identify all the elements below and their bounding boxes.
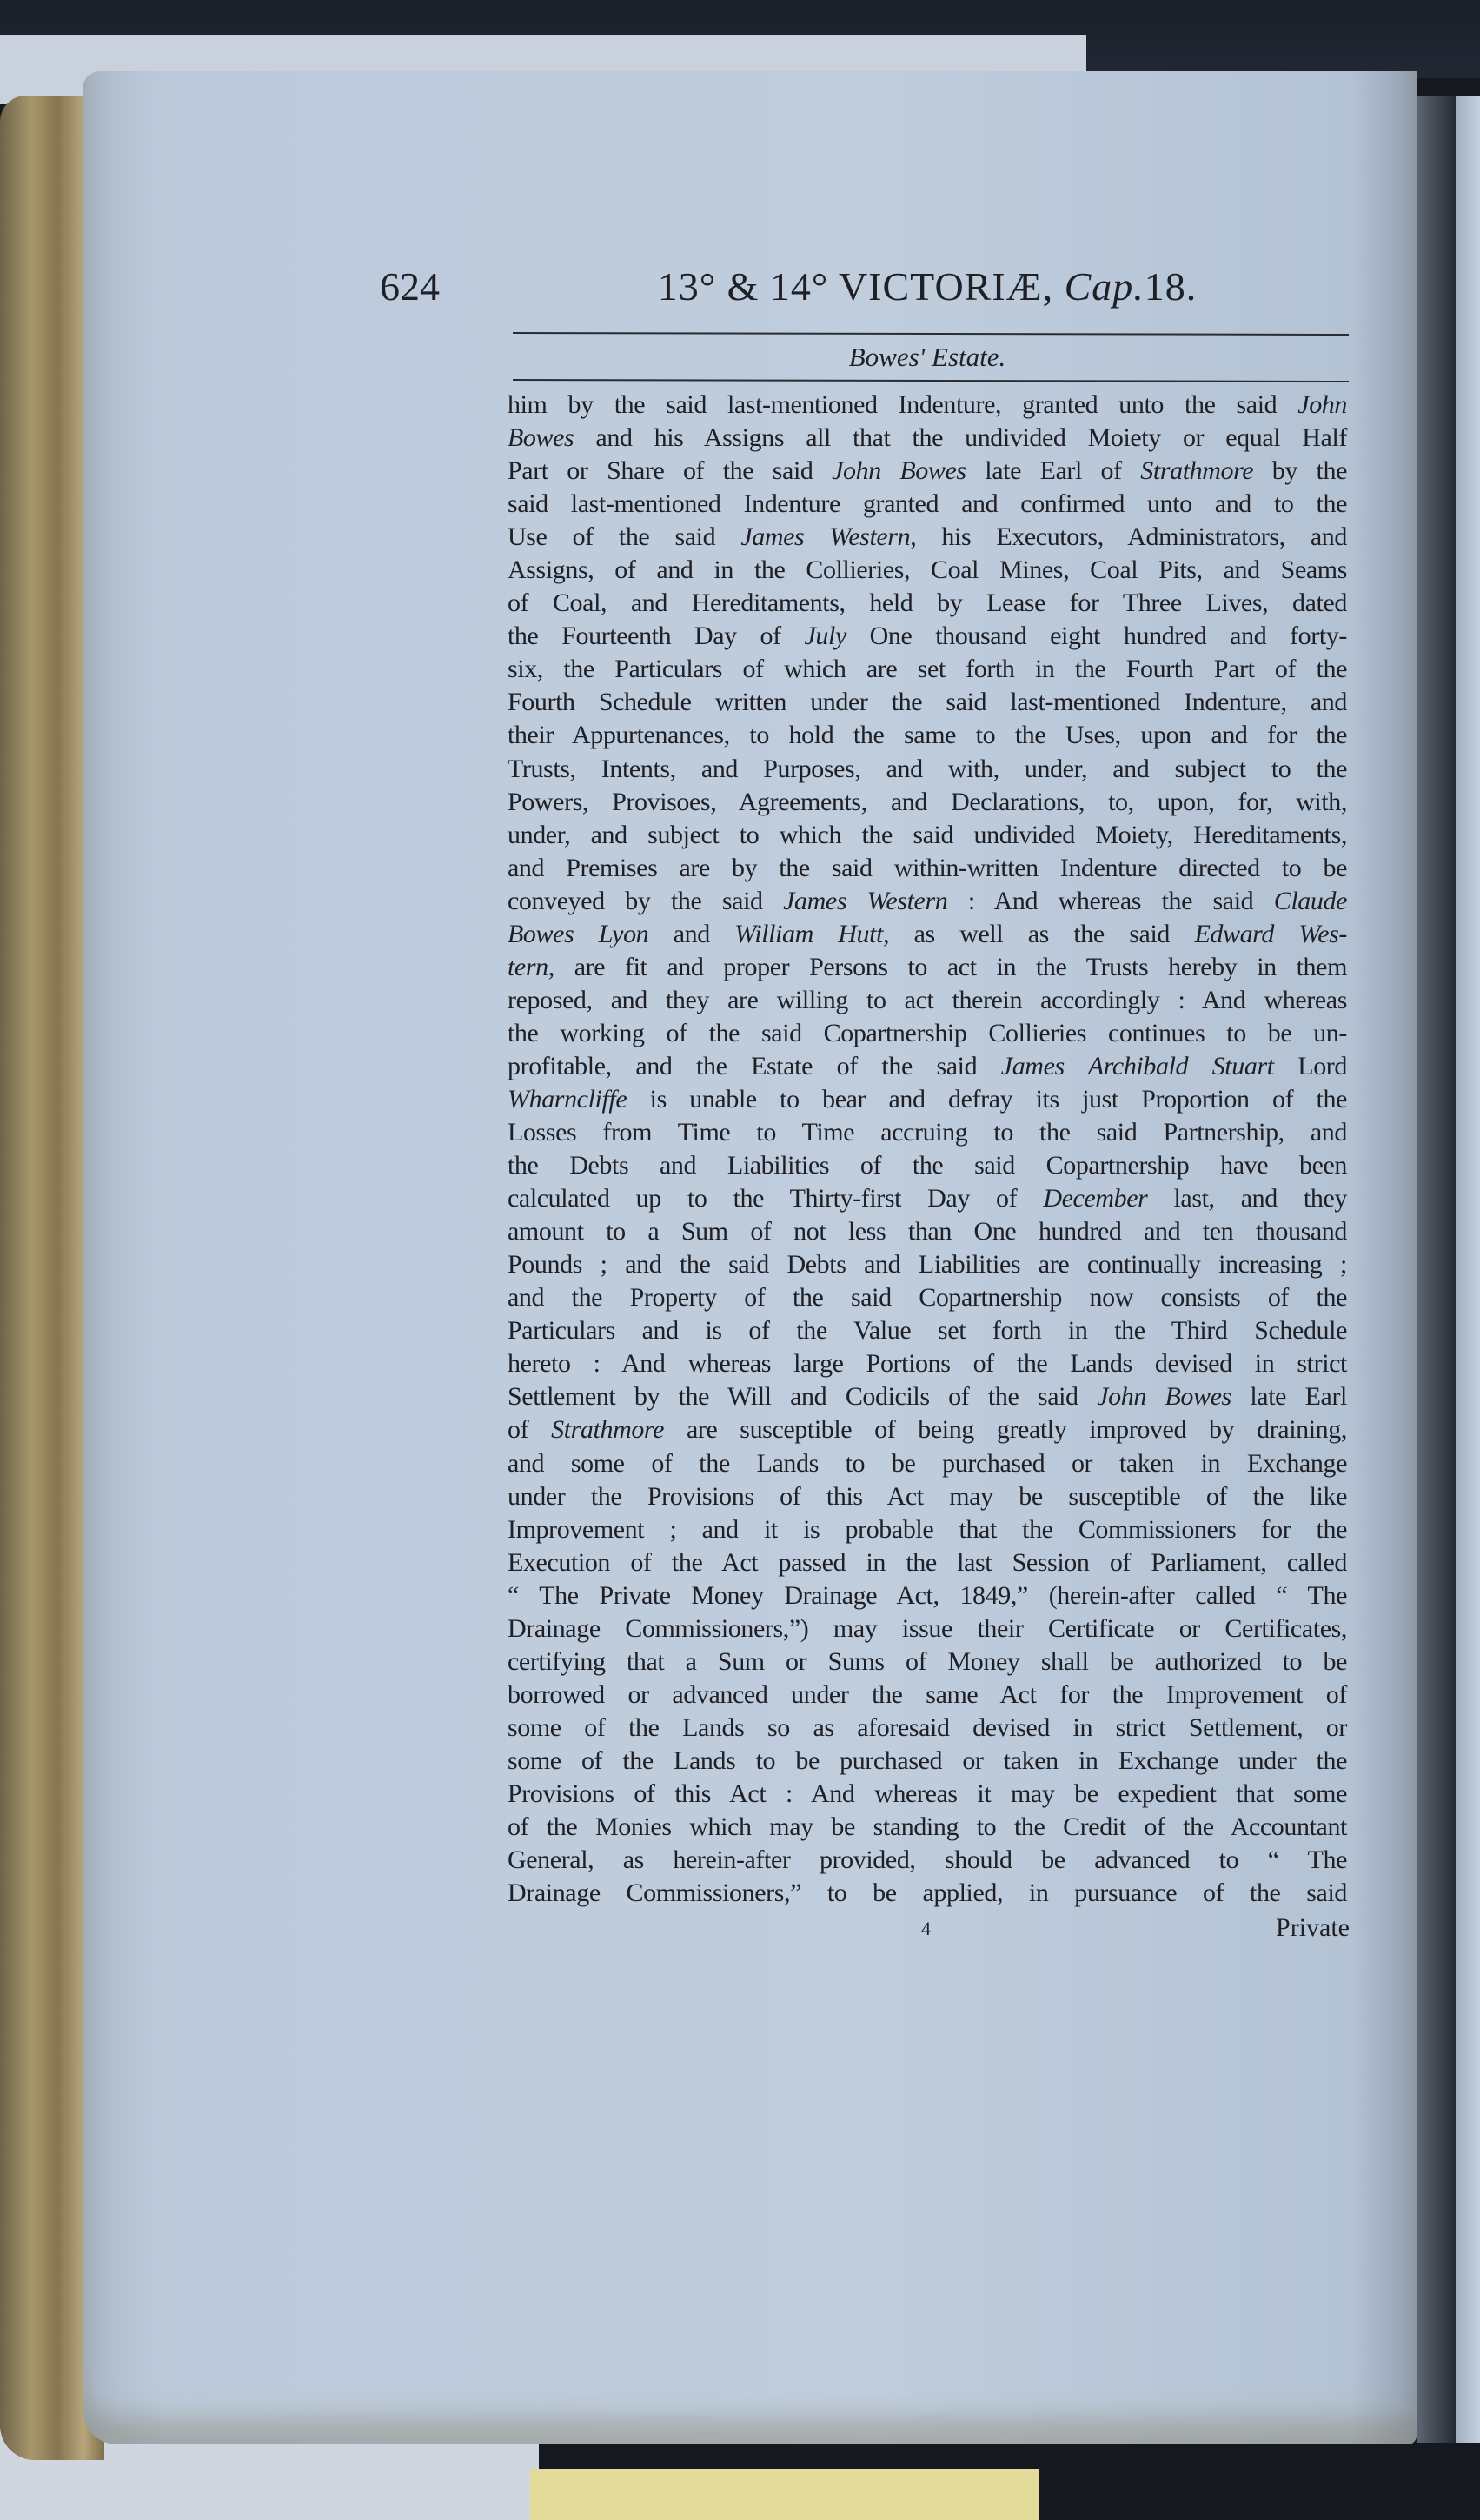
- text-run: and the Property of the said Copartnership now consists of the: [508, 1283, 1347, 1313]
- text-run: of the Monies which may be standing to the Credit of the Accountant: [508, 1812, 1347, 1842]
- text-line: [508, 1811, 1347, 1844]
- text-run: , are fit and proper Persons to act in the Trusts hereby in them: [548, 952, 1347, 981]
- text-line: [508, 1877, 1347, 1910]
- text-run: Assigns, of and in the Collieries, Coal Mines, Coal Pits, and Seams: [508, 555, 1347, 585]
- text-line: [508, 819, 1347, 852]
- text-line: [508, 620, 1347, 653]
- text-line: [508, 1513, 1347, 1546]
- text-line: [508, 653, 1347, 686]
- text-run: late Earl of: [966, 456, 1141, 486]
- text-run: Fourth Schedule written under the said last-mentioned Indenture, and: [508, 688, 1347, 717]
- text-line: [508, 1679, 1347, 1712]
- catchword: Private: [1276, 1913, 1350, 1942]
- text-run: said last-mentioned Indenture granted and confirmed unto and to the: [508, 489, 1347, 519]
- italic-name-text: tern: [508, 952, 548, 981]
- text-line: [508, 587, 1347, 620]
- text-run: some of the Lands so as aforesaid devised in strict Settlement, or: [508, 1712, 1347, 1742]
- running-subtitle: Bowes' Estate.: [848, 342, 1006, 372]
- italic-name-text: Wharncliffe: [508, 1084, 627, 1114]
- text-run: Losses from Time to Time accruing to the said Partnership, and: [508, 1118, 1347, 1147]
- text-line: [508, 1646, 1347, 1679]
- text-line: [508, 1215, 1347, 1248]
- text-line: [508, 1149, 1347, 1182]
- text-run: Lord: [1273, 1051, 1347, 1080]
- text-line: [508, 885, 1347, 918]
- body-text: [508, 389, 1347, 1910]
- text-run: last, and they: [1147, 1184, 1347, 1213]
- italic-name-text: John Bowes: [832, 456, 966, 486]
- text-line: [508, 1050, 1347, 1083]
- text-run: Improvement ; and it is probable that the Commissioners for the: [508, 1514, 1347, 1544]
- italic-name-text: William Hutt: [734, 919, 884, 948]
- text-run: certifying that a Sum or Sums of Money shall be authorized to be: [508, 1646, 1347, 1676]
- text-run: and some of the Lands to be purchased or taken in Exchange: [508, 1448, 1347, 1478]
- text-run: and Premises are by the said within-written Indenture directed to be: [508, 853, 1347, 882]
- text-run: Execution of the Act passed in the last Session of Parliament, called: [508, 1547, 1347, 1577]
- heading-act-title: 13° & 14° VICTORIÆ,: [657, 264, 1054, 309]
- italic-name-text: Bowes Lyon: [508, 919, 649, 948]
- italic-name-text: John Bowes: [1097, 1382, 1231, 1412]
- text-run: hereto : And whereas large Portions of the Lands devised in strict: [508, 1349, 1347, 1379]
- page-heading: [508, 261, 1347, 313]
- text-run: him by the said last-mentioned Indenture, granted unto the said: [508, 390, 1298, 419]
- italic-name-text: James Archibald Stuart: [1000, 1051, 1274, 1080]
- text-run: the Fourteenth Day of: [508, 622, 805, 651]
- text-run: , as well as the said: [883, 919, 1195, 948]
- text-line: [508, 1413, 1347, 1446]
- text-line: [508, 852, 1347, 885]
- text-line: [508, 1712, 1347, 1745]
- text-line: [508, 753, 1347, 786]
- text-run: some of the Lands to be purchased or taken in Exchange under the: [508, 1745, 1347, 1775]
- italic-name-text: James Western: [783, 886, 948, 915]
- page-number: 624: [380, 264, 440, 309]
- text-run: profitable, and the Estate of the said: [508, 1051, 1001, 1080]
- text-run: , his Executors, Administrators, and: [910, 522, 1347, 552]
- italic-name-text: John: [1297, 390, 1347, 419]
- text-run: Part or Share of the said: [508, 456, 833, 486]
- text-line: [508, 1480, 1347, 1513]
- text-run: of: [508, 1415, 552, 1445]
- text-line: [508, 1778, 1347, 1811]
- text-line: [508, 686, 1347, 719]
- text-line: [508, 719, 1347, 752]
- text-run: and his Assigns all that the undivided Moiety or equal Half: [574, 423, 1347, 453]
- text-line: [508, 1248, 1347, 1281]
- text-line: [508, 455, 1347, 488]
- text-line: [508, 951, 1347, 984]
- heading-cap-label: Cap.: [1064, 264, 1145, 309]
- text-run: Use of the said: [508, 522, 741, 552]
- text-line: [508, 918, 1347, 951]
- text-run: One thousand eight hundred and forty-: [846, 622, 1347, 651]
- text-line: [508, 1116, 1347, 1149]
- text-line: [508, 554, 1347, 587]
- text-run: Drainage Commissioners,” to be applied, in pursuance of the said: [508, 1878, 1347, 1908]
- text-line: [508, 389, 1347, 422]
- text-line: [508, 1745, 1347, 1778]
- text-line: [508, 1083, 1347, 1116]
- text-line: [508, 1447, 1347, 1480]
- text-line: [508, 422, 1347, 455]
- text-line: [508, 1314, 1347, 1347]
- book-gutter: [1417, 96, 1456, 2443]
- text-run: is unable to bear and defray its just Proportion of the: [627, 1084, 1347, 1114]
- italic-name-text: Claude: [1273, 886, 1348, 915]
- text-line: [508, 1182, 1347, 1215]
- text-line: [508, 1612, 1347, 1646]
- text-run: borrowed or advanced under the same Act for the Improvement of: [508, 1679, 1347, 1709]
- text-line: [508, 1017, 1347, 1050]
- text-run: Powers, Provisoes, Agreements, and Declarations, to, upon, for, with,: [508, 787, 1347, 816]
- text-line: [508, 1347, 1347, 1380]
- text-run: and: [648, 919, 735, 948]
- text-run: by the: [1253, 456, 1347, 486]
- text-run: under the Provisions of this Act may be susceptible of the like: [508, 1481, 1347, 1511]
- heading-chapter-number: 18.: [1144, 264, 1198, 309]
- text-run: under, and subject to which the said undivided Moiety, Hereditaments,: [508, 820, 1347, 849]
- text-run: six, the Particulars of which are set forth in the Fourth Part of the: [508, 655, 1347, 684]
- text-line: [508, 1380, 1347, 1413]
- text-run: the working of the said Copartnership Collieries continues to be un-: [508, 1018, 1347, 1047]
- text-run: calculated up to the Thirty-first Day of: [508, 1184, 1044, 1213]
- text-line: [508, 786, 1347, 819]
- text-run: are susceptible of being greatly improved by draining,: [664, 1415, 1347, 1445]
- text-run: Particulars and is of the Value set forth in the Third Schedule: [508, 1316, 1347, 1346]
- text-line: [508, 1844, 1347, 1877]
- italic-name-text: Strathmore: [551, 1415, 665, 1445]
- text-run: Provisions of this Act : And whereas it may be expedient that some: [508, 1779, 1347, 1808]
- italic-name-text: James Western: [740, 522, 911, 552]
- text-run: : And whereas the said: [947, 886, 1274, 915]
- italic-name-text: July: [804, 622, 846, 651]
- text-run: Settlement by the Will and Codicils of the said: [508, 1382, 1098, 1412]
- text-run: late Earl: [1231, 1382, 1347, 1412]
- text-run: of Coal, and Hereditaments, held by Lease for Three Lives, dated: [508, 588, 1347, 618]
- signature-mark: 4: [921, 1918, 931, 1939]
- italic-name-text: December: [1043, 1184, 1148, 1213]
- text-line: [508, 984, 1347, 1017]
- text-run: amount to a Sum of not less than One hundred and ten thousand: [508, 1217, 1347, 1247]
- facing-page-edge: [1456, 96, 1480, 2443]
- text-line: [508, 1546, 1347, 1579]
- italic-name-text: Bowes: [508, 423, 574, 453]
- text-line: [508, 488, 1347, 521]
- text-run: General, as herein-after provided, should be advanced to “ The: [508, 1845, 1347, 1875]
- text-line: [508, 521, 1347, 554]
- text-run: their Appurtenances, to hold the same to the Uses, upon and for the: [508, 721, 1347, 750]
- text-run: Drainage Commissioners,”) may issue their Certificate or Certificates,: [508, 1613, 1347, 1643]
- text-run: reposed, and they are willing to act therein accordingly : And whereas: [508, 985, 1347, 1014]
- italic-name-text: Edward Wes-: [1194, 919, 1347, 948]
- italic-name-text: Strathmore: [1140, 456, 1254, 486]
- text-run: Trusts, Intents, and Purposes, and with, under, and subject to the: [508, 754, 1347, 783]
- text-run: Pounds ; and the said Debts and Liabilities are continually increasing ;: [508, 1250, 1347, 1280]
- text-run: conveyed by the said: [508, 886, 784, 915]
- text-run: “ The Private Money Drainage Act, 1849,” (herein-after called “ The: [508, 1580, 1347, 1610]
- text-line: [508, 1281, 1347, 1314]
- paper-tag: [530, 2469, 1039, 2520]
- text-run: the Debts and Liabilities of the said Copartnership have been: [508, 1151, 1347, 1180]
- text-line: [508, 1579, 1347, 1612]
